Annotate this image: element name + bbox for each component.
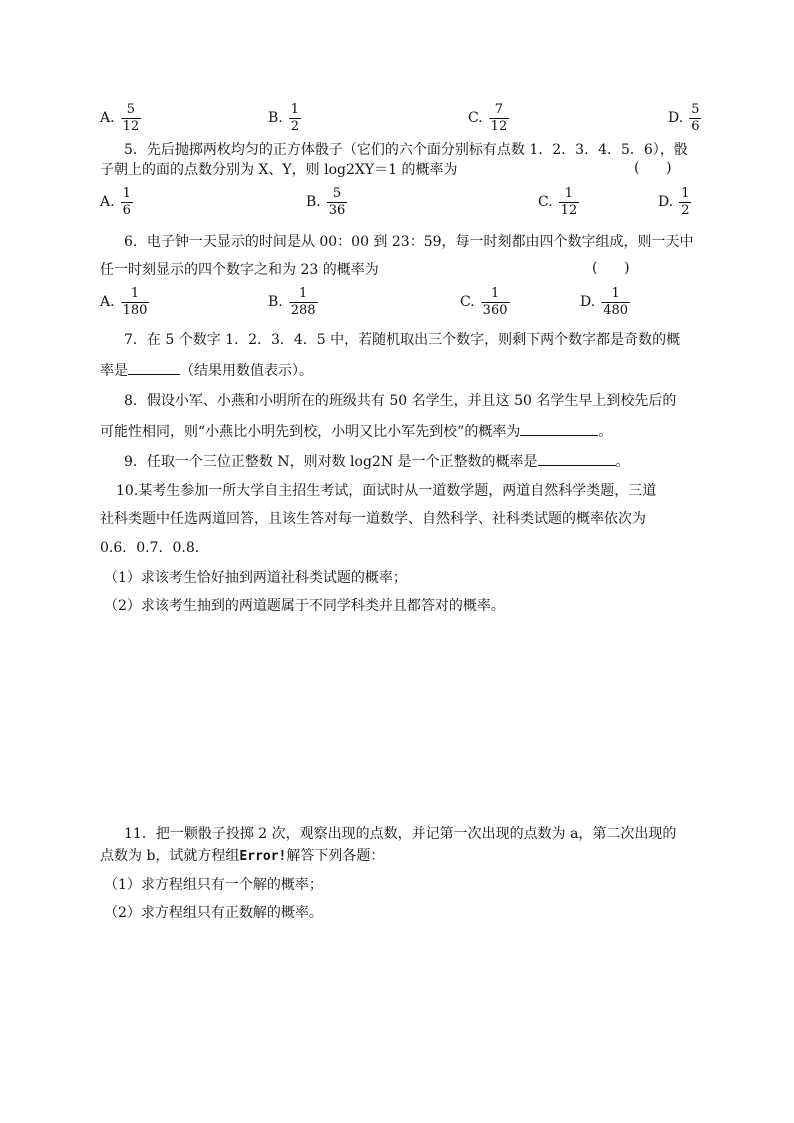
option-label: C. bbox=[468, 110, 483, 126]
q7-line-2 bbox=[100, 360, 313, 381]
q5-line-2: 子朝上的面的点数分别为 X、Y，则 log2XY＝1 的概率为 bbox=[100, 162, 458, 178]
q7-text-pre: 率是 bbox=[100, 363, 128, 379]
q10-line-1: 10.某考生参加一所大学自主招生考试，面试时从一道数学题，两道自然科学类题，三道 bbox=[116, 483, 657, 499]
q8-line-2 bbox=[100, 421, 612, 442]
q8-text-pre: 可能性相同，则“小燕比小明先到校，小明又比小军先到校”的概率为 bbox=[100, 424, 521, 440]
q8-text-post: 。 bbox=[598, 424, 613, 440]
q6-option-c bbox=[460, 282, 510, 322]
q6-line-2: 任一时刻显示的四个数字之和为 23 的概率为 bbox=[100, 262, 379, 278]
q10-sub-1: （1）求该考生恰好抽到两道社科类试题的概率； bbox=[104, 570, 407, 586]
q6-option-a bbox=[100, 282, 149, 322]
q9-text-pre: 9．任取一个三位正整数 N，则对数 log2N 是一个正整数的概率是 bbox=[124, 454, 538, 470]
q5-option-b bbox=[306, 182, 347, 222]
option-label: C. bbox=[538, 194, 553, 210]
answer-blank bbox=[538, 451, 616, 466]
fraction: $\frac{1}{2}$ bbox=[290, 101, 300, 134]
q11-sub-1: （1）求方程组只有一个解的概率； bbox=[104, 877, 323, 893]
option-label: D. bbox=[668, 110, 684, 126]
answer-paren: ( ) bbox=[592, 260, 630, 276]
option-label: A. bbox=[100, 110, 115, 126]
q6-line-1: 6．电子钟一天显示的时间是从 00：00 到 23：59，每一时刻都由四个数字组成，则一天中 bbox=[124, 234, 694, 250]
option-label: B. bbox=[306, 194, 321, 210]
q10-line-2: 社科类题中任选两道回答，且该生答对每一道数学、自然科学、社科类试题的概率依次为 bbox=[100, 511, 646, 527]
option-label: D. bbox=[580, 294, 596, 310]
q5-option-a bbox=[100, 182, 133, 222]
q9-text-post: 。 bbox=[615, 454, 630, 470]
q4-option-a bbox=[100, 98, 141, 138]
q11-text-pre: 点数为 b，试就方程组 bbox=[100, 848, 240, 864]
fraction: $\frac{7}{12}$ bbox=[490, 101, 508, 134]
fraction: $\frac{5}{6}$ bbox=[691, 101, 700, 134]
fraction: $\frac{1}{6}$ bbox=[122, 185, 131, 218]
option-label: A. bbox=[100, 194, 115, 210]
q11-sub-2: （2）求方程组只有正数解的概率。 bbox=[104, 905, 323, 921]
option-label: B. bbox=[268, 294, 283, 310]
option-label: D. bbox=[658, 194, 674, 210]
fraction: $\frac{1}{180}$ bbox=[122, 285, 148, 318]
fraction: $\frac{5}{12}$ bbox=[122, 101, 140, 134]
q4-option-c bbox=[468, 98, 509, 138]
q10-line-3: 0.6．0.7．0.8． bbox=[100, 540, 209, 556]
q11-line-1: 11．把一颗骰子投掷 2 次，观察出现的点数，并记第一次出现的点数为 a，第二次出现的 bbox=[124, 826, 677, 842]
fraction: $\frac{1}{12}$ bbox=[560, 185, 578, 218]
q6-option-b bbox=[268, 282, 318, 322]
q11-text-post: 解答下列各题： bbox=[286, 848, 385, 864]
answer-blank bbox=[128, 360, 180, 375]
q10-sub-2: （2）求该考生抽到的两道题属于不同学科类并且都答对的概率。 bbox=[104, 598, 505, 614]
q7-text-post: （结果用数值表示）。 bbox=[180, 363, 313, 379]
fraction: $\frac{1}{360}$ bbox=[482, 285, 508, 318]
fraction: $\frac{1}{480}$ bbox=[603, 285, 629, 318]
option-label: C. bbox=[460, 294, 475, 310]
error-marker: Error! bbox=[239, 849, 287, 864]
q6-option-d bbox=[580, 282, 630, 322]
q5-option-c bbox=[538, 182, 579, 222]
q11-line-2 bbox=[100, 846, 384, 867]
fraction: $\frac{1}{2}$ bbox=[681, 185, 690, 218]
fraction: $\frac{1}{288}$ bbox=[290, 285, 316, 318]
option-label: B. bbox=[268, 110, 283, 126]
q5-option-d bbox=[658, 182, 691, 222]
q8-line-1: 8．假设小军、小燕和小明所在的班级共有 50 名学生，并且这 50 名学生早上到校先后的 bbox=[124, 393, 677, 409]
q7-line-1: 7．在 5 个数字 1．2．3．4．5 中，若随机取出三个数字，则剩下两个数字都是奇数的概 bbox=[124, 332, 681, 348]
fraction: $\frac{5}{36}$ bbox=[328, 185, 346, 218]
q4-option-b bbox=[268, 98, 301, 138]
option-label: A. bbox=[100, 294, 115, 310]
answer-paren: ( ) bbox=[634, 160, 672, 176]
q9-line bbox=[124, 451, 630, 472]
q4-option-d bbox=[668, 98, 701, 138]
q5-line-1: 5．先后抛掷两枚均匀的正方体骰子（它们的六个面分别标有点数 1．2．3．4．5．6），骰 bbox=[124, 142, 688, 158]
answer-blank bbox=[520, 421, 598, 436]
